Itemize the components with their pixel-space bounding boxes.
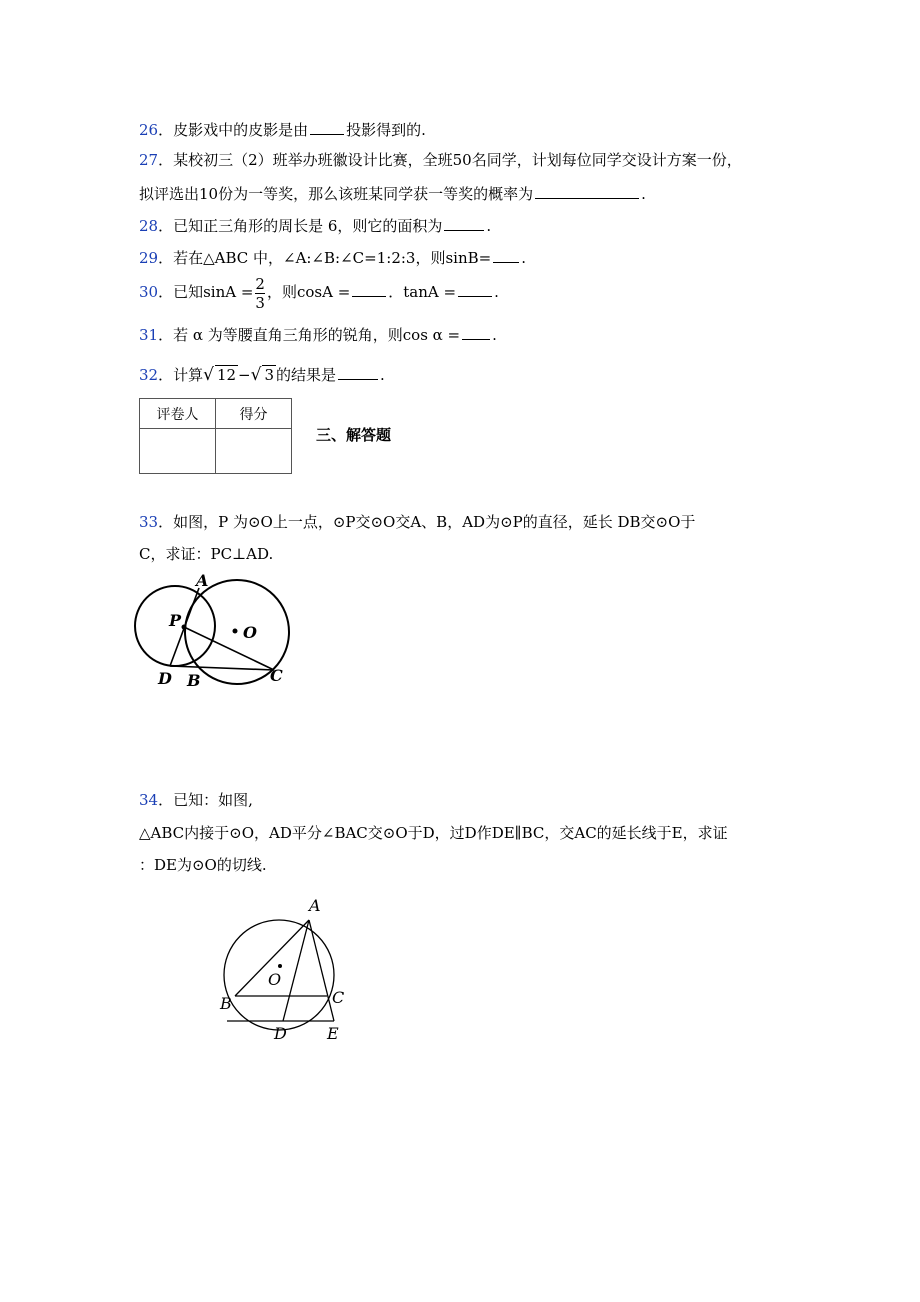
question-number: 30 [139,283,159,301]
question-number: 31 [139,326,159,344]
fraction-numerator: 2 [255,274,265,293]
question-text: . [641,185,646,203]
question-31 [139,323,497,345]
question-text: ．已知sinA = [158,283,254,301]
figure-34-diagram [215,890,355,1050]
fraction [255,275,265,312]
question-text: ，则cosA = [266,283,351,301]
question-text: ．若 α 为等腰直角三角形的锐角，则cos α = [158,326,461,344]
question-text: ．计算 [158,366,204,384]
label-o: O [268,970,282,989]
segment-dc [170,666,274,670]
radicand: 3 [264,366,275,384]
question-29 [139,246,526,268]
score-table-score-cell[interactable] [216,429,292,474]
question-text: ．某校初三（2）班举办班徽设计比赛，全班50名同学，计划每位同学交设计方案一份， [158,151,742,169]
label-c: C [332,988,345,1007]
question-number: 33 [139,513,159,531]
question-number: 26 [139,121,159,139]
label-o: O [243,623,257,642]
question-27-line2 [139,182,646,204]
answer-blank[interactable] [493,246,519,263]
answer-blank[interactable] [458,280,492,297]
answer-blank[interactable] [338,363,378,380]
question-text: . [380,366,385,384]
question-text: C，求证：PC⊥AD. [139,545,274,563]
question-text: △ABC内接于⊙O，AD平分∠BAC交⊙O于D，过D作DE∥BC，交AC的延长线于E，求证 [139,824,728,842]
score-table [139,398,292,474]
question-text: ．tanA = [388,283,457,301]
answer-blank[interactable] [444,214,484,231]
question-text: ．已知：如图, [158,791,253,809]
label-d: D [158,669,172,688]
question-number: 32 [139,366,159,384]
answer-blank[interactable] [535,182,639,199]
label-a: A [196,571,209,590]
question-27 [139,150,742,170]
segment-ae [309,920,334,1021]
answer-blank[interactable] [462,323,490,340]
question-text: ．如图，P 为⊙O上一点，⊙P交⊙O交A、B，AD为⊙P的直径，延长 DB交⊙O于 [158,513,696,531]
label-c: C [270,666,283,685]
point-o [278,964,282,968]
question-number: 27 [139,151,159,169]
answer-blank[interactable] [310,118,344,135]
question-text: . [494,283,499,301]
question-text: ．皮影戏中的皮影是由 [158,121,309,139]
score-table-header-grader: 评卷人 [140,399,216,429]
question-34-line2 [139,823,728,843]
question-34 [139,790,253,810]
question-text: 拟评选出10份为一等奖，那么该班某同学获一等奖的概率为 [139,185,534,203]
question-28 [139,214,491,236]
point-o [233,629,238,634]
question-number: 28 [139,217,159,235]
label-b: B [220,994,232,1013]
label-a: A [309,896,321,915]
question-number: 29 [139,249,159,267]
label-b: B [187,671,201,690]
question-34-line3 [139,855,267,875]
score-table-header-score: 得分 [216,399,292,429]
label-p: P [169,611,182,630]
segment-ad [283,920,309,1021]
answer-blank[interactable] [352,280,386,297]
question-26 [139,118,426,140]
fraction-denominator: 3 [255,293,265,312]
question-number: 34 [139,791,159,809]
question-text: . [492,326,497,344]
question-32 [139,363,385,385]
figure-33-diagram [130,568,300,693]
question-text: ：DE为⊙O的切线. [139,856,267,874]
question-33-line2 [139,544,273,564]
label-d: D [274,1024,287,1043]
label-e: E [327,1024,339,1043]
question-30 [139,273,499,312]
radical-sign: √ [250,365,262,385]
radicand: 12 [216,366,237,384]
question-text: 投影得到的. [346,121,426,139]
question-text: ．若在△ABC 中，∠A:∠B:∠C=1:2:3，则sinB= [158,249,492,267]
question-text: ．已知正三角形的周长是 6，则它的面积为 [158,217,443,235]
question-text: 的结果是 [276,366,337,384]
radical-sign: √ [203,365,214,385]
score-table-grader-cell[interactable] [140,429,216,474]
minus-sign: − [238,366,251,384]
segment-pc [184,627,274,670]
section-title: 三、解答题 [316,426,392,444]
question-text: . [521,249,526,267]
question-33 [139,512,695,532]
question-text: . [486,217,492,235]
point-p [182,625,187,630]
